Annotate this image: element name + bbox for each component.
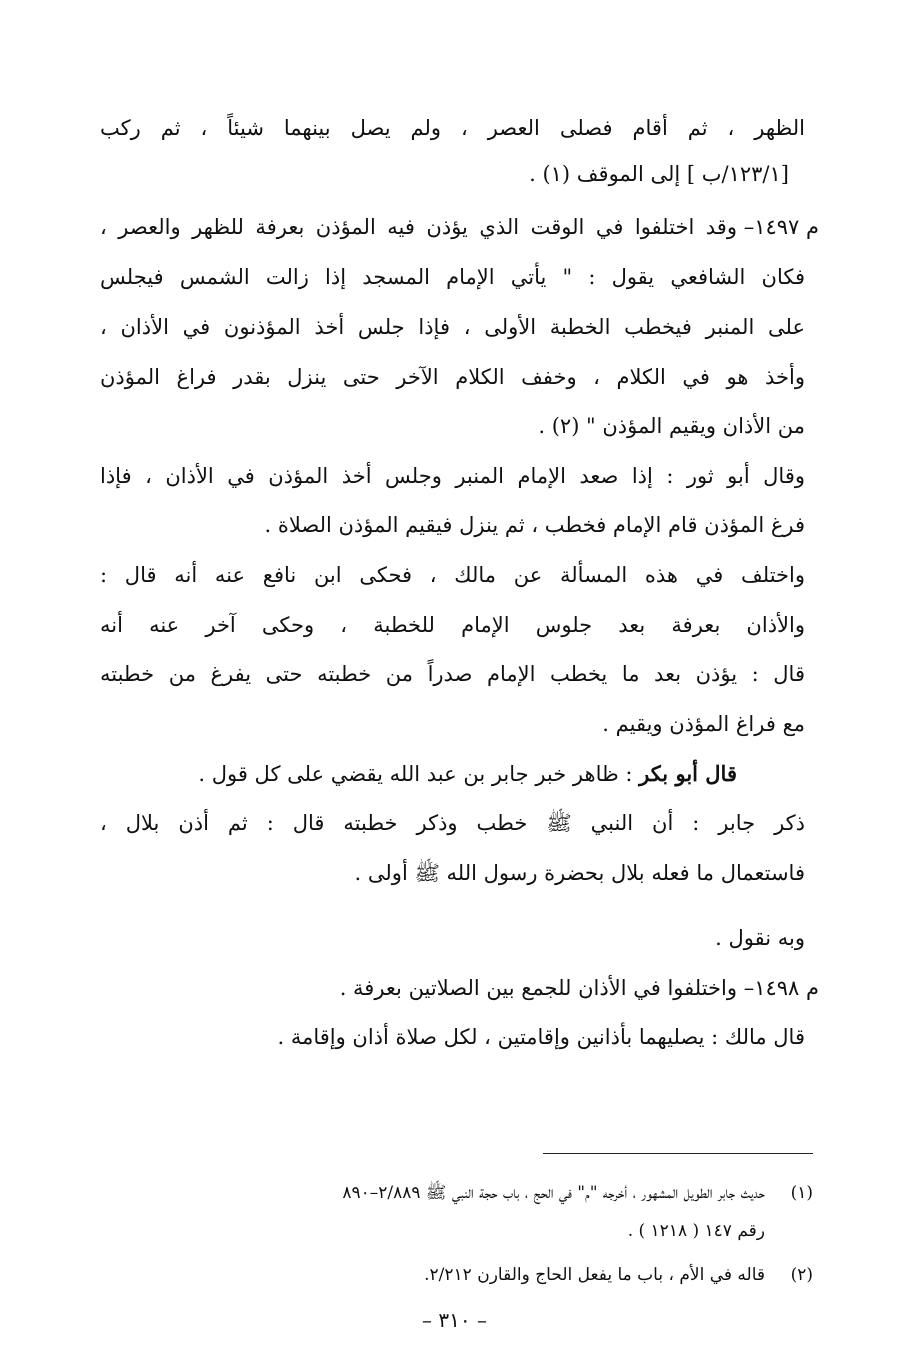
footnote-text: حديث جابر الطويل المشهور ، أخرجه "م" في الحج ، باب حجة النبي ﷺ ٢/٨٨٩–٨٩٠ <box>342 1183 765 1203</box>
text-line: وبه نقول . <box>715 926 805 950</box>
text-line: قال : يؤذن بعد ما يخطب الإمام صدراً من خطبته حتى يفرغ من خطبته <box>100 662 805 686</box>
footnote-text: قاله في الأم ، باب ما يفعل الحاج والقارن ٢/٢١٢. <box>424 1265 765 1285</box>
footnote-number: (١) <box>790 1183 813 1203</box>
footnote-text: رقم ١٤٧ ( ١٢١٨ ) . <box>627 1221 765 1241</box>
text-line: الظهر ، ثم أقام فصلى العصر ، ولم يصل بينهما شيئاً ، ثم ركب <box>100 116 805 140</box>
text-line: وقد اختلفوا في الوقت الذي يؤذن فيه المؤذن بعرفة للظهر والعصر ، <box>100 215 737 239</box>
footnote-separator <box>543 1153 813 1154</box>
page-number: – ٣١٠ – <box>422 1308 487 1332</box>
text-line: من الأذان ويقيم المؤذن " (٢) . <box>538 414 805 438</box>
text-line: وأخذ هو في الكلام ، وخفف الكلام الآخر حتى ينزل بقدر فراغ المؤذن <box>100 365 805 389</box>
section-number-1498: م ١٤٩٨– <box>743 976 819 1000</box>
text-line: مع فراغ المؤذن ويقيم . <box>602 712 805 736</box>
text-line: فاستعمال ما فعله بلال بحضرة رسول الله ﷺ أولى . <box>354 861 805 885</box>
text-line: فكان الشافعي يقول : " يأتي الإمام المسجد إذا زالت الشمس فيجلس <box>100 265 805 289</box>
text-line: والأذان بعرفة بعد جلوس الإمام للخطبة ، وحكى آخر عنه أنه <box>100 613 805 637</box>
text-span: : ظاهر خبر جابر بن عبد الله يقضي على كل قول . <box>198 762 640 786</box>
text-line: واختلفوا في الأذان للجمع بين الصلاتين بعرفة . <box>339 976 737 1000</box>
footnote-number: (٢) <box>790 1265 813 1285</box>
text-line: واختلف في هذه المسألة عن مالك ، فحكى ابن نافع عنه أنه قال : <box>100 563 805 587</box>
text-line: ذكر جابر : أن النبي ﷺ خطب وذكر خطبته قال : ثم أذن بلال ، <box>100 811 805 835</box>
text-line <box>100 759 737 789</box>
section-number-1497: م ١٤٩٧– <box>743 215 819 239</box>
text-line: قال مالك : يصليهما بأذانين وإقامتين ، لكل صلاة أذان وإقامة . <box>277 1025 805 1049</box>
text-line: على المنبر فيخطب الخطبة الأولى ، فإذا جلس أخذ المؤذنون في الأذان ، <box>100 315 805 339</box>
text-line: وقال أبو ثور : إذا صعد الإمام المنبر وجلس أخذ المؤذن في الأذان ، فإذا <box>100 464 805 488</box>
author-label: قال أبو بكر <box>639 761 737 786</box>
text-line: فرغ المؤذن قام الإمام فخطب ، ثم ينزل فيقيم المؤذن الصلاة . <box>264 513 805 537</box>
text-line: [١٢٣/١/ب ] إلى الموقف (١) . <box>529 162 789 186</box>
